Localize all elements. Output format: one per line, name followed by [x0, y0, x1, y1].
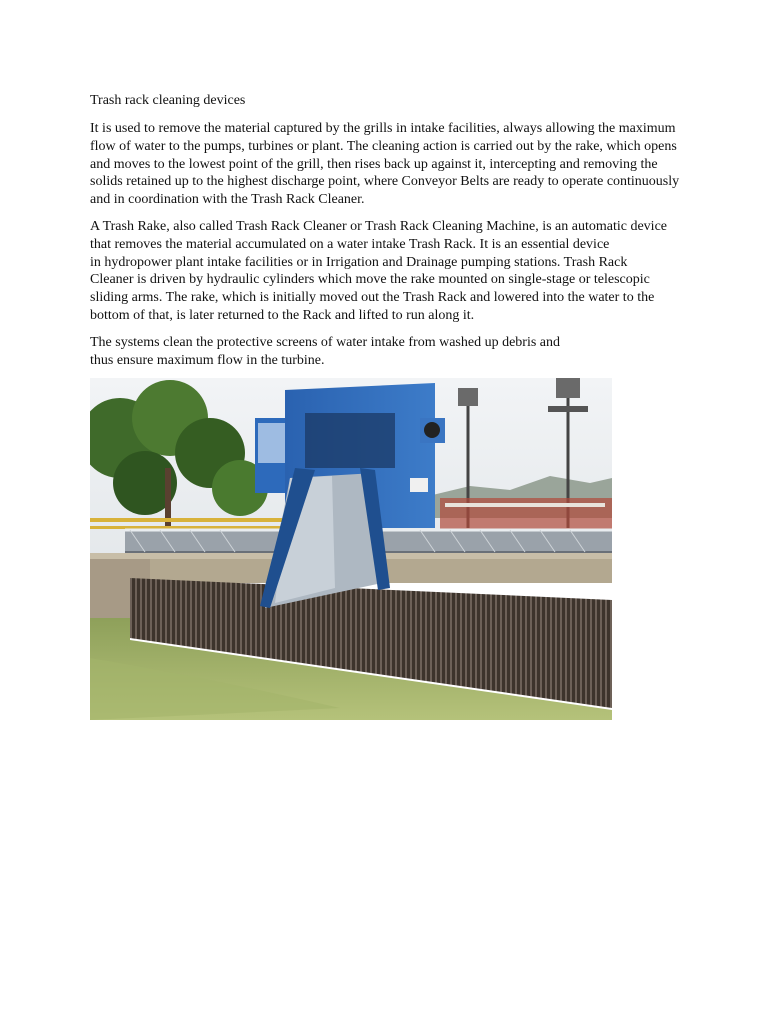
paragraph-systems: The systems clean the protective screens of water intake from washed up debris and thus ensure maximum flow in the turbine. — [90, 334, 560, 368]
trash-rack-cleaner-photo — [90, 378, 612, 720]
paragraph-purpose: It is used to remove the material captured by the grills in intake facilities, always allowing the maximum flow of water to the pumps, turbines or plant. The cleaning action is carried out by the rake, which opens and moves to the lowest point of the grill, then rises back up against it, intercepting and removing the solids retained up to the highest discharge point, where Conveyor Belts are ready to operate continuously and in coordination with the Trash Rack Cleaner. — [90, 121, 680, 208]
document-title: Trash rack cleaning devices — [90, 93, 246, 108]
document-page — [90, 92, 680, 720]
paragraph-trash-rake: A Trash Rake, also called Trash Rack Cleaner or Trash Rack Cleaning Machine, is an automatic device that removes the material accumulated on a water intake Trash Rack. It is an essential device in hydropower plant intake facilities or in Irrigation and Drainage pumping stations. Trash Rack Cleaner is driven by hydraulic cylinders which move the rake mounted on single-stage or telescopic sliding arms. The rake, which is initially moved out the Trash Rack and lowered into the water to the bottom of that, is later returned to the Rack and lifted to run along it. — [90, 218, 668, 323]
